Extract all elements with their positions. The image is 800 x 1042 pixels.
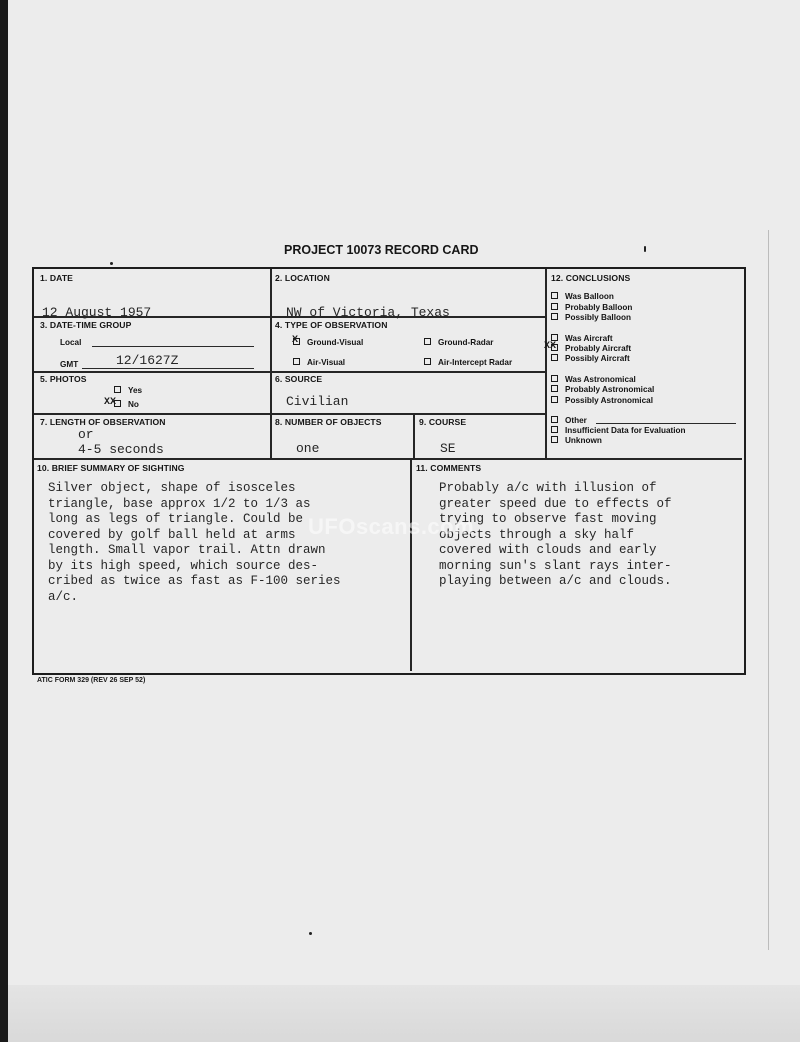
course-label: 9. COURSE [419, 417, 467, 427]
length-of-observation-value: 4-5 seconds [78, 442, 164, 457]
row-divider [34, 371, 546, 373]
length-of-observation-or: or [78, 427, 94, 442]
conclusion-was-balloon: Was Balloon [551, 292, 614, 301]
conclusion-insufficient-data: Insufficient Data for Evaluation [551, 426, 686, 435]
possibly-balloon-checkbox [551, 313, 558, 320]
ground-visual-option: Ground-Visual [293, 338, 363, 347]
ground-visual-check-mark: X [292, 335, 299, 346]
was-astronomical-checkbox [551, 375, 558, 382]
photos-yes-checkbox [114, 386, 121, 393]
date-label: 1. DATE [40, 273, 74, 283]
possibly-aircraft-checkbox [551, 354, 558, 361]
column-divider [410, 458, 412, 671]
source-value: Civilian [286, 394, 349, 409]
comments-label: 11. COMMENTS [416, 463, 482, 473]
date-time-group-label: 3. DATE-TIME GROUP [40, 320, 132, 330]
location-value: NW of Victoria, Texas [286, 305, 450, 320]
conclusion-probably-astronomical: Probably Astronomical [551, 385, 654, 394]
conclusions-label: 12. CONCLUSIONS [551, 273, 631, 283]
photos-label: 5. PHOTOS [40, 374, 87, 384]
photos-yes-option: Yes [114, 386, 142, 395]
watermark: UFOscans.com [308, 514, 475, 539]
length-of-observation-label: 7. LENGTH OF OBSERVATION [40, 417, 166, 427]
was-balloon-checkbox [551, 292, 558, 299]
conclusion-was-astronomical: Was Astronomical [551, 375, 636, 384]
column-divider [413, 413, 415, 458]
probably-balloon-checkbox [551, 303, 558, 310]
scan-speck [309, 932, 312, 935]
conclusion-unknown: Unknown [551, 436, 602, 445]
conclusion-other: Other [551, 416, 587, 425]
local-field-line [92, 346, 254, 347]
form-number: ATIC FORM 329 (REV 26 SEP 52) [37, 677, 146, 684]
local-label: Local [60, 338, 82, 347]
ground-radar-option: Ground-Radar [424, 338, 494, 347]
comments-text: Probably a/c with illusion of greater speed due to effects of trying to observe fast moving objects through a sky half covered with clouds and early morning sun's slant rays inter- playing between a/c and clouds. [439, 481, 672, 588]
source-label: 6. SOURCE [275, 374, 323, 384]
conclusion-probably-aircraft: Probably Aircraft [551, 344, 631, 353]
other-checkbox [551, 416, 558, 423]
photos-no-check-mark: XX [104, 397, 117, 408]
possibly-astronomical-checkbox [551, 396, 558, 403]
row-divider [34, 413, 546, 415]
type-of-observation-label: 4. TYPE OF OBSERVATION [275, 320, 388, 330]
air-visual-checkbox [293, 358, 300, 365]
date-value: 12 August 1957 [42, 305, 152, 320]
brief-summary-text: Silver object, shape of isosceles triangle, base approx 1/2 to 1/3 as long as legs of triangle. Could be covered by golf ball held at arms length. Small vapor trail. Attn drawn by its high speed, which source des- cribed as twice as fast as F-100 series a/c. [48, 481, 341, 604]
photos-no-option: No [114, 400, 139, 409]
other-field-line [596, 423, 736, 424]
conclusion-possibly-aircraft: Possibly Aircraft [551, 354, 630, 363]
gmt-field-line [82, 368, 254, 369]
column-divider [545, 269, 547, 458]
air-visual-option: Air-Visual [293, 358, 345, 367]
conclusion-was-aircraft: Was Aircraft [551, 334, 613, 343]
column-divider [270, 269, 272, 458]
air-intercept-radar-option: Air-Intercept Radar [424, 358, 512, 367]
air-intercept-radar-checkbox [424, 358, 431, 365]
location-label: 2. LOCATION [275, 273, 330, 283]
insufficient-data-checkbox [551, 426, 558, 433]
row-divider [34, 458, 742, 460]
ground-radar-checkbox [424, 338, 431, 345]
conclusion-possibly-astronomical: Possibly Astronomical [551, 396, 653, 405]
conclusion-probably-balloon: Probably Balloon [551, 303, 632, 312]
scan-speck [110, 262, 113, 265]
scan-speck [644, 246, 646, 252]
probably-astronomical-checkbox [551, 385, 558, 392]
probably-aircraft-check-mark: XX [544, 341, 557, 352]
course-value: SE [440, 441, 456, 456]
conclusion-possibly-balloon: Possibly Balloon [551, 313, 631, 322]
card-title: PROJECT 10073 RECORD CARD [284, 243, 479, 257]
gmt-label: GMT [60, 360, 79, 369]
page-shadow [8, 985, 800, 1042]
page-edge-line [768, 230, 769, 950]
number-of-objects-label: 8. NUMBER OF OBJECTS [275, 417, 382, 427]
number-of-objects-value: one [296, 441, 320, 456]
gmt-value: 12/1627Z [116, 353, 179, 368]
unknown-checkbox [551, 436, 558, 443]
brief-summary-label: 10. BRIEF SUMMARY OF SIGHTING [37, 463, 185, 473]
